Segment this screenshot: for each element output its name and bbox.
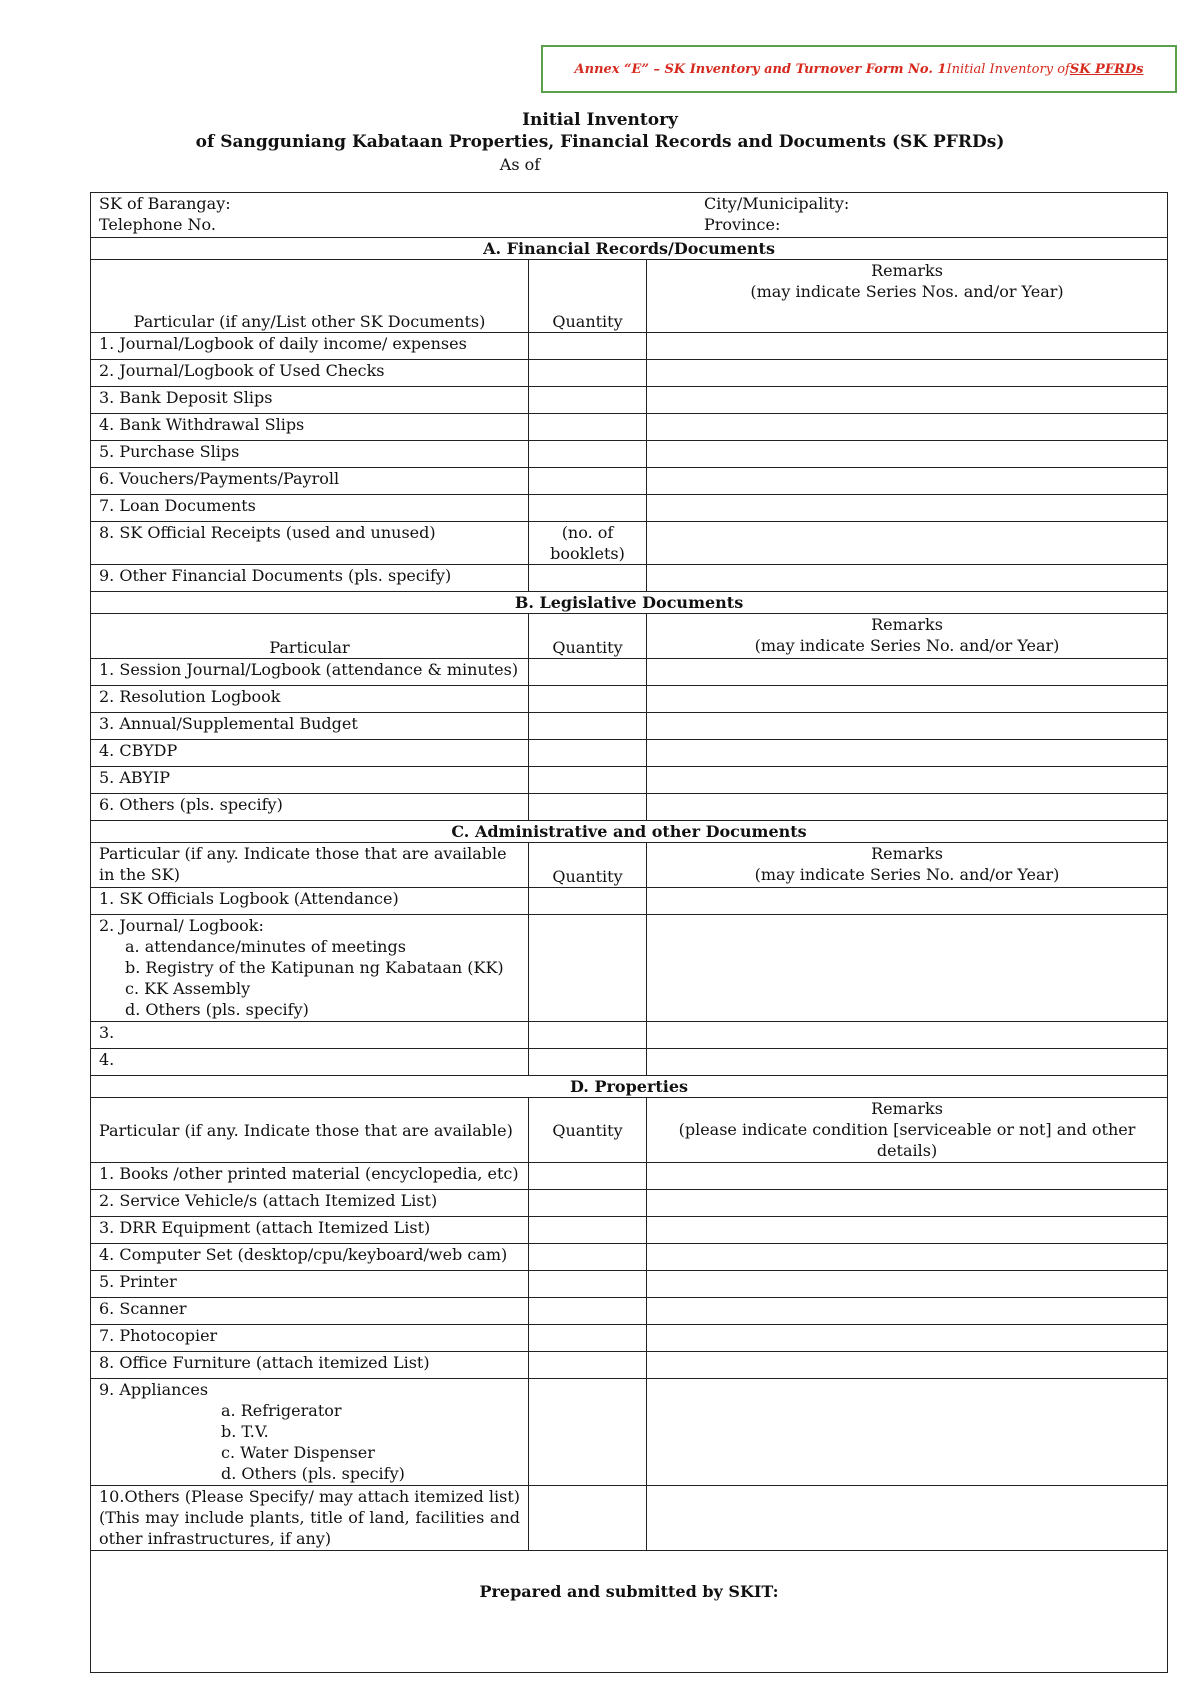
quantity-cell[interactable] [529,495,647,522]
quantity-cell[interactable] [529,740,647,767]
sub-item: c. Water Dispenser [221,1443,375,1462]
table-row [91,1325,1168,1352]
quantity-cell[interactable] [529,1244,647,1271]
quantity-cell[interactable] [529,1325,647,1352]
table-row [91,1049,1168,1076]
section-c-col-remarks [647,843,1168,888]
row-label: 3. Bank Deposit Slips [91,387,529,414]
section-d-title: D. Properties [91,1076,1168,1098]
remarks-cell[interactable] [647,441,1168,468]
remarks-cell[interactable] [647,1049,1168,1076]
table-row [91,713,1168,740]
row-label: 4. [91,1049,529,1076]
section-d-remarks-note: (please indicate condition [serviceable or not] and other details) [678,1120,1136,1160]
annex-normal: Initial Inventory of [946,61,1070,77]
section-a-title: A. Financial Records/Documents [91,238,1168,260]
annex-label [541,45,1177,93]
section-b-title: B. Legislative Documents [91,592,1168,614]
table-row [91,1217,1168,1244]
booklets-quantity-cell[interactable]: (no. of booklets) [529,522,647,565]
section-b-col-quantity: Quantity [529,614,647,659]
quantity-cell[interactable] [529,1271,647,1298]
row-label: 2. Journal/Logbook of Used Checks [91,360,529,387]
row-label: 9. Appliances [99,1380,209,1399]
table-row [91,1163,1168,1190]
quantity-cell[interactable] [529,888,647,915]
remarks-cell[interactable] [647,713,1168,740]
remarks-cell[interactable] [647,740,1168,767]
remarks-cell[interactable] [647,468,1168,495]
row-label: 1. Books /other printed material (encyclopedia, etc) [91,1163,529,1190]
section-d-col-remarks [647,1098,1168,1163]
quantity-cell[interactable] [529,1379,647,1486]
quantity-cell[interactable] [529,686,647,713]
table-row [91,1298,1168,1325]
row-label: 4. CBYDP [91,740,529,767]
table-row [91,1190,1168,1217]
info-row [91,193,1168,238]
row-label: 8. Office Furniture (attach itemized List) [91,1352,529,1379]
remarks-cell[interactable] [647,888,1168,915]
row-label: 2. Resolution Logbook [91,686,529,713]
quantity-cell[interactable] [529,1217,647,1244]
title-as-of: As of [499,155,541,174]
table-row [91,565,1168,592]
quantity-cell[interactable] [529,333,647,360]
section-c-col-quantity: Quantity [529,843,647,888]
remarks-cell[interactable] [647,1190,1168,1217]
remarks-cell[interactable] [647,1325,1168,1352]
info-cell [91,193,1168,238]
quantity-cell[interactable] [529,1163,647,1190]
quantity-cell[interactable] [529,1190,647,1217]
remarks-cell[interactable] [647,1244,1168,1271]
quantity-cell[interactable] [529,360,647,387]
table-row [91,360,1168,387]
quantity-cell[interactable] [529,468,647,495]
table-row [91,740,1168,767]
row-label: 8. SK Official Receipts (used and unused) [91,522,529,565]
quantity-cell[interactable] [529,794,647,821]
telephone-label: Telephone No. [99,215,216,234]
row-label: 9. Other Financial Documents (pls. specify) [91,565,529,592]
title-line-1: Initial Inventory [522,110,678,130]
remarks-cell[interactable] [647,686,1168,713]
quantity-cell[interactable] [529,767,647,794]
quantity-cell[interactable] [529,1486,647,1551]
remarks-cell[interactable] [647,1217,1168,1244]
section-a-remarks-title: Remarks [871,261,943,280]
quantity-cell[interactable] [529,414,647,441]
section-a-col-particular: Particular (if any/List other SK Documents) [91,260,529,333]
section-b-remarks-note: (may indicate Series No. and/or Year) [754,636,1060,655]
remarks-cell[interactable] [647,767,1168,794]
quantity-cell[interactable] [529,1352,647,1379]
quantity-cell[interactable] [529,387,647,414]
remarks-cell[interactable] [647,1163,1168,1190]
section-a-remarks-note: (may indicate Series Nos. and/or Year) [750,282,1064,301]
remarks-cell[interactable] [647,794,1168,821]
city-label: City/Municipality: [704,194,850,213]
remarks-cell[interactable] [647,522,1168,565]
sub-item: b. Registry of the Katipunan ng Kabataan (KK) [125,958,504,977]
quantity-cell[interactable] [529,565,647,592]
remarks-cell[interactable] [647,915,1168,1022]
row-label: 3. DRR Equipment (attach Itemized List) [91,1217,529,1244]
table-row [91,1271,1168,1298]
sub-item: a. Refrigerator [221,1401,342,1420]
table-row [91,686,1168,713]
quantity-cell[interactable] [529,441,647,468]
row-label: 7. Loan Documents [91,495,529,522]
section-d-col-particular: Particular (if any. Indicate those that are available) [91,1098,529,1163]
table-row [91,495,1168,522]
table-row [91,1379,1168,1486]
table-row [91,1486,1168,1551]
remarks-cell[interactable] [647,659,1168,686]
sub-item: c. KK Assembly [125,979,251,998]
section-c-remarks-note: (may indicate Series No. and/or Year) [754,865,1060,884]
quantity-cell[interactable] [529,1298,647,1325]
section-a-header [91,260,1168,333]
row-label: 10.Others (Please Specify/ may attach itemized list) (This may include plants, title of land, facilities and other infrastructures, if any) [91,1486,529,1551]
section-c-col-particular: Particular (if any. Indicate those that are available in the SK) [91,843,529,888]
remarks-cell[interactable] [647,333,1168,360]
row-label: 3. [91,1022,529,1049]
row-label: 3. Annual/Supplemental Budget [91,713,529,740]
appliances-cell [91,1379,529,1486]
row-label: 5. Printer [91,1271,529,1298]
section-b-remarks-title: Remarks [871,615,943,634]
table-row [91,522,1168,565]
row-label: 1. Session Journal/Logbook (attendance & minutes) [91,659,529,686]
row-label: 6. Others (pls. specify) [91,794,529,821]
table-row [91,888,1168,915]
table-row [91,1352,1168,1379]
section-c-title: C. Administrative and other Documents [91,821,1168,843]
title-line-2: of Sangguniang Kabataan Properties, Financial Records and Documents (SK PFRDs) [195,132,1005,152]
section-a-col-remarks [647,260,1168,333]
row-label: 5. ABYIP [91,767,529,794]
sub-item: b. T.V. [221,1422,269,1441]
section-c-header [91,843,1168,888]
remarks-cell[interactable] [647,1271,1168,1298]
section-b-col-remarks [647,614,1168,659]
annex-bold: Annex “E” – SK Inventory and Turnover Form No. 1 [574,61,947,77]
quantity-cell[interactable] [529,659,647,686]
section-c-remarks-title: Remarks [871,844,943,863]
section-a-col-quantity: Quantity [529,260,647,333]
section-d-remarks-title: Remarks [871,1099,943,1118]
table-row [91,387,1168,414]
remarks-cell[interactable] [647,495,1168,522]
quantity-cell[interactable] [529,713,647,740]
signature-row [91,1551,1168,1673]
annex-underlined: SK PFRDs [1069,61,1144,77]
table-row [91,468,1168,495]
sub-item: d. Others (pls. specify) [221,1464,405,1483]
table-row [91,414,1168,441]
table-row [91,659,1168,686]
row-label: 2. Journal/ Logbook: [99,916,264,935]
prepared-by-label: Prepared and submitted by SKIT: [479,1582,779,1601]
remarks-cell[interactable] [647,1022,1168,1049]
remarks-cell[interactable] [647,1352,1168,1379]
row-label: 4. Computer Set (desktop/cpu/keyboard/web cam) [91,1244,529,1271]
table-row [91,1022,1168,1049]
quantity-cell[interactable] [529,915,647,1022]
remarks-cell[interactable] [647,360,1168,387]
signature-cell[interactable] [91,1551,1168,1673]
remarks-cell[interactable] [647,565,1168,592]
row-label: 1. Journal/Logbook of daily income/ expenses [91,333,529,360]
section-b-col-particular: Particular [91,614,529,659]
inventory-form-table [90,192,1168,1673]
sub-item: a. attendance/minutes of meetings [125,937,406,956]
remarks-cell[interactable] [647,1486,1168,1551]
table-row [91,333,1168,360]
row-label: 2. Service Vehicle/s (attach Itemized List) [91,1190,529,1217]
remarks-cell[interactable] [647,387,1168,414]
table-row [91,767,1168,794]
section-d-header [91,1098,1168,1163]
row-label: 6. Vouchers/Payments/Payroll [91,468,529,495]
sub-item: d. Others (pls. specify) [125,1000,309,1019]
table-row [91,1244,1168,1271]
section-d-col-quantity: Quantity [529,1098,647,1163]
remarks-cell[interactable] [647,1298,1168,1325]
row-label: 4. Bank Withdrawal Slips [91,414,529,441]
row-label: 7. Photocopier [91,1325,529,1352]
row-label: 5. Purchase Slips [91,441,529,468]
quantity-cell[interactable] [529,1049,647,1076]
table-row [91,915,1168,1022]
remarks-cell[interactable] [647,414,1168,441]
quantity-cell[interactable] [529,1022,647,1049]
province-label: Province: [704,215,781,234]
row-label: 6. Scanner [91,1298,529,1325]
section-b-header [91,614,1168,659]
table-row [91,794,1168,821]
sk-barangay-label: SK of Barangay: [99,194,231,213]
journal-logbook-cell [91,915,529,1022]
row-label: 1. SK Officials Logbook (Attendance) [91,888,529,915]
remarks-cell[interactable] [647,1379,1168,1486]
table-row [91,441,1168,468]
